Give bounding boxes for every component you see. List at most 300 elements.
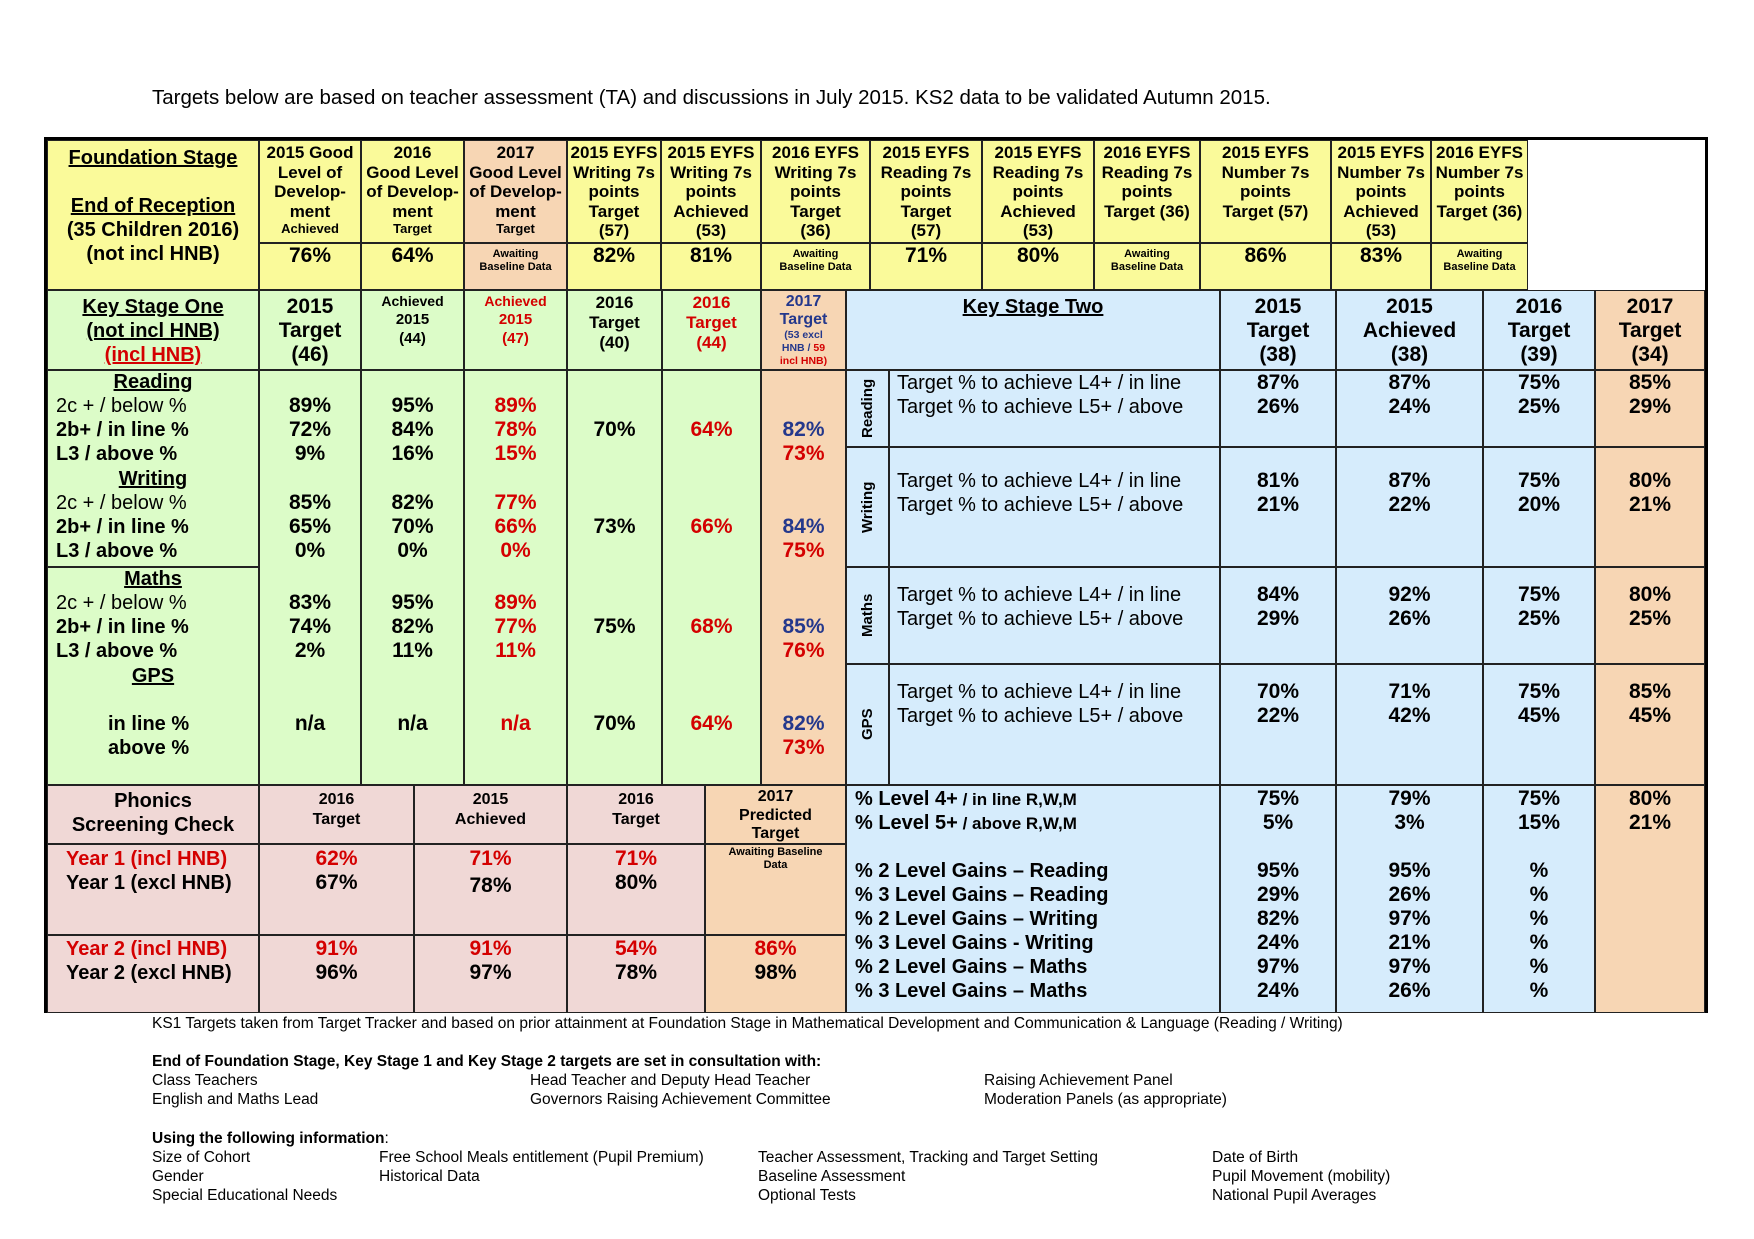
- writing-c6a-value: 84%: [782, 515, 825, 538]
- ks2-level5-label: [855, 811, 1077, 836]
- ks2-gain-2015-achieved: 97%: [1388, 907, 1431, 930]
- fs-value: 81%: [689, 244, 733, 267]
- maths-title: Maths: [124, 568, 182, 590]
- fs-col-header: [567, 140, 661, 243]
- fs-col-header-line: 2016 EYFS: [1103, 143, 1191, 162]
- value: 78%: [469, 874, 512, 897]
- h-59: 59: [813, 342, 826, 354]
- ks2-level4-main: % Level 4+: [855, 788, 958, 810]
- value: 98%: [754, 961, 797, 984]
- ks2-value: 80%: [1628, 469, 1672, 492]
- gps-label-l2: above %: [108, 737, 190, 759]
- fs-col-header-line: points: [1012, 182, 1064, 201]
- fs-col-header-line: Target (57): [1222, 201, 1309, 221]
- ks2-subject-gps: GPS: [859, 708, 876, 741]
- ks2-level-value: 15%: [1517, 811, 1561, 834]
- h-count: (40): [599, 333, 630, 352]
- phonics-title-cell: [47, 785, 259, 844]
- h-label: Target: [1246, 319, 1310, 342]
- fs-col-header-line: 2016 EYFS: [772, 143, 859, 162]
- ks2-level4-rest: / in line R,W,M: [957, 790, 1077, 809]
- ks2-value: 29%: [1256, 607, 1300, 630]
- reading-c2-value: 16%: [391, 442, 434, 465]
- fs-col-header-line: Writing 7s: [774, 162, 857, 182]
- value: 54%: [614, 937, 658, 960]
- maths-label-l2: 2b+ / in line %: [56, 616, 189, 638]
- h-count: (38): [1390, 343, 1429, 366]
- ks2-value: 75%: [1517, 469, 1561, 492]
- fs-col-header-line: ment: [495, 201, 536, 221]
- gps-c6a-value: 82%: [782, 712, 825, 735]
- writing-c2-value: 82%: [391, 491, 434, 514]
- ks2-value: 21%: [1256, 493, 1300, 516]
- ks2-value: 85%: [1628, 371, 1672, 394]
- ks2-value: 92%: [1388, 583, 1431, 606]
- ks2-gain-2016-target: %: [1529, 859, 1549, 882]
- maths-c1-value: 2%: [294, 639, 326, 662]
- ks2-subject-reading: Reading: [859, 378, 876, 439]
- fs-col-header-line: 2015 EYFS: [1222, 143, 1309, 162]
- h-year: 2016: [618, 791, 654, 808]
- fs-col-header-line: points: [588, 182, 640, 201]
- fs-col-header-line: Develop-: [274, 182, 346, 201]
- reading-c2-value: 95%: [391, 394, 434, 417]
- awaiting-note-2: Baseline Data: [1110, 261, 1184, 273]
- fs-col-header-line: Target: [790, 201, 841, 221]
- writing-c3-value: 77%: [494, 491, 537, 514]
- ks2-level5-rest: / above R,W,M: [957, 814, 1077, 833]
- fs-col-header-line: Target: [393, 221, 432, 236]
- ks2-value: 71%: [1388, 680, 1431, 703]
- consult-item: Raising Achievement Panel: [984, 1072, 1173, 1089]
- reading-c2-value: 84%: [391, 418, 434, 441]
- ks1-h-achieved-2015: [361, 290, 464, 370]
- fs-col-value-cell: [1200, 243, 1331, 290]
- phonics-y1-c1: [259, 844, 414, 935]
- ks1-h-2017-target: [761, 290, 846, 370]
- fs-col-value-cell: [1094, 243, 1200, 290]
- value: 80%: [614, 871, 658, 894]
- ks2-subject-maths: Maths: [859, 593, 876, 638]
- phonics-y2-c3: [567, 935, 705, 1013]
- fs-col-header-line: (57): [598, 221, 630, 240]
- info-item: Baseline Assessment: [758, 1168, 906, 1185]
- ks2-gain-2015-achieved: 26%: [1388, 979, 1431, 1002]
- fs-value: 76%: [288, 244, 332, 267]
- maths-c3-value: 11%: [495, 639, 536, 662]
- ks2-label-l4: Target % to achieve L4+ / in line: [897, 584, 1182, 606]
- ks2-value: 21%: [1628, 493, 1672, 516]
- ks2-title-cell: [846, 290, 1220, 370]
- fs-not-incl-hnb: (not incl HNB): [86, 243, 220, 265]
- ks1-h-2015-target: [259, 290, 361, 370]
- fs-col-value-cell: [259, 243, 361, 290]
- fs-col-header-line: (57): [910, 221, 942, 240]
- fs-col-header-line: points: [1240, 182, 1291, 201]
- ks2-title: Key Stage Two: [962, 296, 1104, 318]
- fs-col-header-line: 2015 EYFS: [1337, 143, 1425, 162]
- ks2-gain-label: % 2 Level Gains – Writing: [855, 908, 1099, 930]
- maths-label-l1: 2c + / below %: [56, 592, 187, 614]
- fs-col-header: [1200, 140, 1331, 243]
- fs-col-value-cell: [464, 243, 567, 290]
- value: 86%: [754, 937, 797, 960]
- ks2-value: 81%: [1256, 469, 1300, 492]
- gps-c4-value: 70%: [593, 712, 636, 735]
- fs-col-header: [259, 140, 361, 243]
- h-year: 2015: [395, 311, 430, 328]
- h-label: Target: [612, 810, 660, 828]
- info-item: Pupil Movement (mobility): [1212, 1168, 1391, 1185]
- y2-excl-label: Year 2 (excl HNB): [66, 962, 232, 984]
- phonics-y2-c1: [259, 935, 414, 1013]
- value: 71%: [469, 847, 512, 870]
- fs-col-header-line: points: [900, 182, 952, 201]
- ks2-value: 45%: [1517, 704, 1561, 727]
- ks2-level-value: 21%: [1628, 811, 1672, 834]
- ks2-value: 24%: [1388, 395, 1431, 418]
- writing-c2-value: 0%: [397, 539, 428, 562]
- fs-col-header-line: 2015 EYFS: [667, 143, 755, 162]
- gps-c5-value: 64%: [690, 712, 733, 735]
- maths-c1-value: 83%: [288, 591, 332, 614]
- maths-c5-value: 68%: [690, 615, 733, 638]
- fs-col-header-line: points: [1121, 182, 1173, 201]
- ks2-value: 84%: [1256, 583, 1300, 606]
- h-incl: incl HNB): [779, 355, 828, 367]
- fs-value: 83%: [1359, 244, 1403, 267]
- fs-col-header: [1331, 140, 1431, 243]
- reading-c1-value: 89%: [288, 394, 332, 417]
- ks2-level5-main: % Level 5+: [855, 812, 958, 834]
- phonics-y2-c4: [705, 935, 846, 1013]
- fs-col-header: [661, 140, 761, 243]
- fs-col-header-line: points: [1454, 182, 1505, 201]
- ks2-gain-2015-target: 24%: [1256, 931, 1300, 954]
- awaiting-note-2: Data: [763, 859, 788, 871]
- h-year: 2016: [595, 293, 634, 312]
- h-year: 2015: [1386, 295, 1433, 318]
- fs-col-header-line: (36): [800, 221, 831, 240]
- reading-c1-value: 9%: [294, 442, 326, 465]
- fs-col-header-line: Number 7s: [1337, 162, 1425, 182]
- h-year: 2016: [1515, 295, 1563, 318]
- phonics-y1-labels: [47, 844, 259, 935]
- y1-excl-label: Year 1 (excl HNB): [66, 872, 232, 894]
- reading-c3-value: 15%: [494, 442, 537, 465]
- fs-col-header-line: (53): [1022, 221, 1054, 240]
- h-label: Achieved: [381, 293, 444, 309]
- h-label: Target: [312, 810, 361, 828]
- ks2-gain-2016-target: %: [1529, 955, 1549, 978]
- info-item: National Pupil Averages: [1212, 1187, 1377, 1204]
- fs-col-value-cell: [567, 243, 661, 290]
- fs-value: 71%: [904, 244, 948, 267]
- fs-col-header-line: Target: [900, 201, 952, 221]
- fs-col-header-line: Reading 7s: [992, 162, 1084, 182]
- ks2-gain-2015-target: 29%: [1256, 883, 1300, 906]
- awaiting-note-2: Baseline Data: [779, 261, 852, 273]
- phonics-h-2015-achieved: [414, 785, 567, 844]
- fs-col-header-line: ment: [289, 201, 331, 221]
- info-item: Size of Cohort: [152, 1149, 251, 1166]
- ks2-level-value: 5%: [1262, 811, 1294, 834]
- ks1-not-incl: (not incl HNB): [86, 320, 220, 342]
- ks1-title: Key Stage One: [82, 296, 224, 318]
- intro-text: Targets below are based on teacher assessment (TA) and discussions in July 2015. KS2 data to be validated Autumn 2015.: [152, 86, 1271, 109]
- h-label: Target: [686, 313, 737, 332]
- ks2-value: 25%: [1517, 607, 1561, 630]
- fs-col-header-line: Target: [496, 221, 535, 236]
- h-year: 2016: [318, 791, 355, 808]
- info-title: Using the following information: [152, 1130, 385, 1147]
- phonics-subtitle: Screening Check: [71, 814, 235, 836]
- ks2-label-l5: Target % to achieve L5+ / above: [897, 608, 1184, 630]
- writing-title: Writing: [118, 468, 188, 490]
- fs-col-header-line: of Develop-: [469, 182, 562, 201]
- phonics-h-2016-target-b: [567, 785, 705, 844]
- awaiting-note-2: Baseline Data: [1443, 261, 1516, 273]
- ks2-gain-2015-achieved: 97%: [1388, 955, 1431, 978]
- ks1-title-cell: [47, 290, 259, 370]
- reading-c4-value: 70%: [593, 418, 636, 441]
- writing-c2-value: 70%: [391, 515, 434, 538]
- ks2-value: 75%: [1517, 583, 1561, 606]
- value: 67%: [315, 871, 358, 894]
- fs-col-value-cell: [870, 243, 982, 290]
- fs-title-cell: [47, 140, 259, 290]
- reading-c1-value: 72%: [288, 418, 332, 441]
- fs-col-header-line: points: [790, 182, 841, 201]
- writing-label-l3: L3 / above %: [56, 540, 178, 562]
- ks2-col-header: [1483, 290, 1595, 370]
- fs-col-header-line: Achieved: [281, 221, 339, 236]
- h-label: Target: [589, 313, 640, 332]
- ks2-col-header: [1595, 290, 1705, 370]
- fs-col-header-line: points: [685, 182, 737, 201]
- value: 91%: [469, 937, 512, 960]
- ks2-gain-2015-achieved: 21%: [1388, 931, 1431, 954]
- fs-col-value-cell: [1431, 243, 1528, 290]
- fs-col-header-line: 2015 EYFS: [570, 143, 658, 162]
- ks2-value: 87%: [1388, 371, 1431, 394]
- consult-item: Head Teacher and Deputy Head Teacher: [530, 1072, 811, 1089]
- h-year: 2017: [1626, 295, 1674, 318]
- fs-col-header: [361, 140, 464, 243]
- awaiting-note: Awaiting: [1124, 248, 1170, 260]
- ks2-gain-2015-target: 97%: [1256, 955, 1300, 978]
- reading-label-l3: L3 / above %: [56, 443, 178, 465]
- fs-value: 80%: [1016, 244, 1060, 267]
- h-count: (38): [1259, 343, 1297, 366]
- fs-col-header-line: 2017: [496, 143, 535, 162]
- fs-col-header-line: Level of: [277, 162, 343, 182]
- fs-col-header-line: points: [1355, 182, 1407, 201]
- phonics-y1-c3: [567, 844, 705, 935]
- info-item: Teacher Assessment, Tracking and Target Setting: [758, 1149, 1099, 1166]
- h-label: Target: [1618, 319, 1682, 342]
- info-item: Free School Meals entitlement (Pupil Premium): [379, 1149, 704, 1166]
- phonics-h-2017-predicted: [705, 785, 846, 844]
- reading-c5-value: 64%: [690, 418, 733, 441]
- reading-title: Reading: [113, 371, 193, 393]
- h-year: 2017: [785, 293, 822, 310]
- fs-cohort: (35 Children 2016): [66, 219, 240, 241]
- maths-c2-value: 95%: [391, 591, 434, 614]
- fs-col-value-cell: [1331, 243, 1431, 290]
- ks2-gain-label: % 3 Level Gains – Reading: [855, 884, 1109, 906]
- gps-label-l1: in line %: [108, 713, 190, 735]
- h-count: (46): [291, 343, 329, 366]
- ks2-value: 22%: [1388, 493, 1431, 516]
- fs-col-header-line: 2016: [393, 143, 432, 162]
- fs-col-header-line: Good Level: [366, 162, 459, 182]
- fs-col-header-line: (53): [695, 221, 727, 240]
- ks2-gain-2016-target: %: [1529, 979, 1549, 1002]
- writing-c5-value: 66%: [690, 515, 733, 538]
- ks1-h-achieved-2015-incl: [464, 290, 567, 370]
- ks2-value: 29%: [1628, 395, 1672, 418]
- fs-col-header-line: Target (36): [1436, 201, 1523, 221]
- h-label: Achieved: [484, 293, 547, 309]
- fs-col-header-line: (53): [1365, 221, 1397, 240]
- awaiting-note: Awaiting: [792, 248, 839, 260]
- phonics-h-2016-target: [259, 785, 414, 844]
- gps-c6b-value: 73%: [782, 736, 825, 759]
- maths-c3-value: 77%: [494, 615, 537, 638]
- ks2-level-value: 75%: [1256, 787, 1300, 810]
- value: 62%: [315, 847, 358, 870]
- y1-incl-label: Year 1 (incl HNB): [66, 848, 228, 870]
- fs-col-header-line: Reading 7s: [1101, 162, 1193, 182]
- gps-c2-value: n/a: [397, 712, 428, 735]
- phonics-y1-c4: [705, 844, 846, 935]
- ks2-label-l5: Target % to achieve L5+ / above: [897, 494, 1184, 516]
- value: 71%: [614, 847, 658, 870]
- h-target: Target: [751, 825, 800, 842]
- fs-col-header-line: Number 7s: [1221, 162, 1310, 182]
- h-count: (34): [1631, 343, 1669, 366]
- gps-c3-value: n/a: [500, 712, 531, 735]
- h-label: Target: [1507, 319, 1571, 342]
- ks2-gain-label: % 2 Level Gains – Maths: [855, 956, 1088, 978]
- fs-col-header-line: Number 7s: [1435, 162, 1524, 182]
- fs-col-header: [1094, 140, 1200, 243]
- maths-c4-value: 75%: [593, 615, 636, 638]
- fs-end-of-reception: End of Reception: [70, 195, 236, 217]
- writing-label-l2: 2b+ / in line %: [56, 516, 189, 538]
- h-year: 2017: [757, 788, 794, 805]
- ks1-incl: (incl HNB): [104, 344, 202, 366]
- ks2-level-value: 80%: [1628, 787, 1672, 810]
- maths-c6b-value: 76%: [782, 639, 825, 662]
- gps-title: GPS: [131, 665, 175, 687]
- ks1-h-2016-target-incl: [662, 290, 761, 370]
- fs-col-header-line: of Develop-: [366, 182, 459, 201]
- h-year: 2015: [286, 295, 334, 318]
- fs-col-header-line: Target (36): [1104, 201, 1190, 221]
- ks2-gain-2016-target: %: [1529, 907, 1549, 930]
- writing-c1-value: 65%: [288, 515, 332, 538]
- consult-item: Governors Raising Achievement Committee: [530, 1091, 831, 1108]
- writing-c3-value: 0%: [500, 539, 531, 562]
- fs-title: Foundation Stage: [68, 147, 238, 169]
- footer-note: KS1 Targets taken from Target Tracker and based on prior attainment at Foundation Stage in Mathematical Development and Communication & Language (Reading / Writing): [152, 1015, 1343, 1032]
- maths-label-l3: L3 / above %: [56, 640, 178, 662]
- writing-c4-value: 73%: [593, 515, 636, 538]
- awaiting-note: Awaiting: [1456, 248, 1503, 260]
- ks1-h-2016-target: [567, 290, 662, 370]
- fs-value: 82%: [592, 244, 636, 267]
- ks2-gain-2015-target: 82%: [1256, 907, 1300, 930]
- reading-c6a-value: 82%: [782, 418, 825, 441]
- consult-item: Class Teachers: [152, 1072, 258, 1089]
- value: 96%: [315, 961, 358, 984]
- writing-c1-value: 0%: [294, 539, 326, 562]
- maths-c2-value: 11%: [392, 639, 433, 662]
- reading-c3-value: 78%: [494, 418, 537, 441]
- ks2-gain-2015-target: 95%: [1256, 859, 1300, 882]
- consult-item: Moderation Panels (as appropriate): [984, 1091, 1227, 1108]
- h-count: (39): [1520, 343, 1558, 366]
- ks2-value: 20%: [1517, 493, 1561, 516]
- ks2-label-l4: Target % to achieve L4+ / in line: [897, 470, 1182, 492]
- ks2-col-header: [1220, 290, 1336, 370]
- fs-col-header: [870, 140, 982, 243]
- ks2-gain-2016-target: %: [1529, 931, 1549, 954]
- h-year: 2015: [498, 311, 533, 328]
- fs-col-header-line: Achieved: [673, 201, 749, 221]
- fs-col-header-line: Achieved: [1000, 201, 1076, 221]
- ks2-value: 45%: [1628, 704, 1672, 727]
- fs-col-header-line: Writing 7s: [670, 162, 752, 182]
- h-count: (44): [399, 330, 426, 347]
- ks2-label-l5: Target % to achieve L5+ / above: [897, 396, 1184, 418]
- h-label: Target: [779, 311, 828, 328]
- writing-c3-value: 66%: [494, 515, 537, 538]
- ks2-value: 22%: [1256, 704, 1300, 727]
- info-item: Optional Tests: [758, 1187, 856, 1204]
- ks2-value: 80%: [1628, 583, 1672, 606]
- phonics-y1-c2: [414, 844, 567, 935]
- fs-col-header-line: Achieved: [1343, 201, 1419, 221]
- ks2-label-l5: Target % to achieve L5+ / above: [897, 705, 1184, 727]
- fs-value: 64%: [391, 244, 434, 267]
- ks2-value: 87%: [1256, 371, 1300, 394]
- consult-item: English and Maths Lead: [152, 1091, 319, 1108]
- fs-col-header-line: Target: [588, 201, 640, 221]
- ks2-value: 26%: [1256, 395, 1300, 418]
- ks2-value: 25%: [1628, 607, 1672, 630]
- info-title-wrap: [152, 1129, 389, 1148]
- ks2-col-header: [1336, 290, 1483, 370]
- fs-col-value-cell: [982, 243, 1094, 290]
- fs-col-value-cell: [761, 243, 870, 290]
- info-item: Historical Data: [379, 1168, 480, 1185]
- h-year: 2015: [1254, 295, 1302, 318]
- value: 91%: [315, 937, 358, 960]
- info-colon: :: [384, 1130, 389, 1147]
- reading-c6b-value: 73%: [782, 442, 825, 465]
- phonics-y2-labels: [47, 935, 259, 1013]
- info-item: Gender: [152, 1168, 204, 1185]
- awaiting-note-2: Baseline Data: [479, 261, 552, 273]
- ks2-gain-label: % 2 Level Gains – Reading: [855, 860, 1109, 882]
- writing-c6b-value: 75%: [782, 539, 825, 562]
- ks2-label-l4: Target % to achieve L4+ / in line: [897, 372, 1182, 394]
- fs-col-value-cell: [361, 243, 464, 290]
- reading-c3-value: 89%: [494, 394, 537, 417]
